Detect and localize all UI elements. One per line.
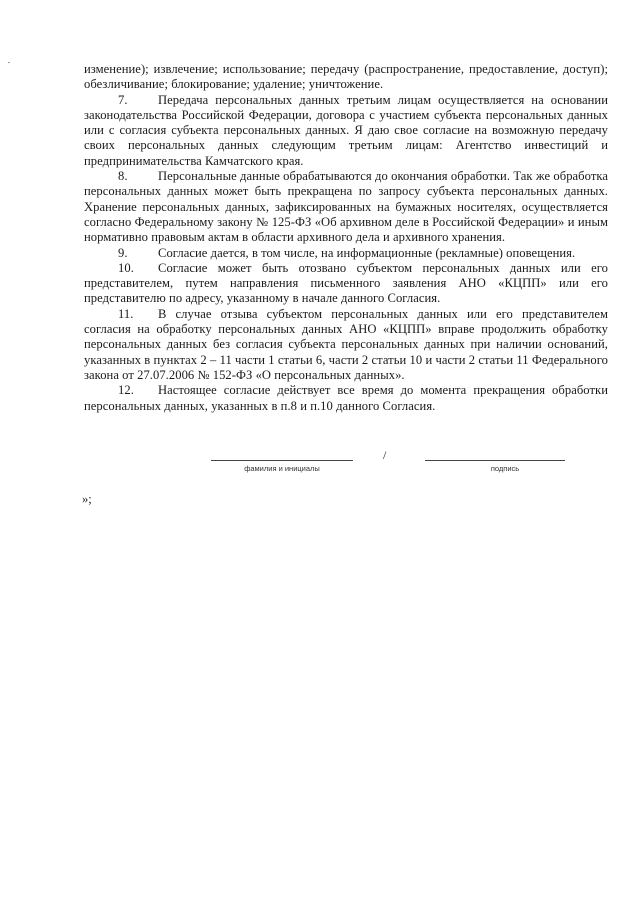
name-line (211, 460, 353, 461)
paragraph-text: изменение); извлечение; использование; передачу (распространение, предоставление, доступ); обезличивание; блокирование; удаление; уничтожение. (84, 62, 608, 92)
paragraph-number: 12. (118, 383, 134, 398)
paragraph-10 (84, 261, 608, 307)
paragraph-text: Передача персональных данных третьим лицам осуществляется на основании законодательства Российской Федерации, договора с участием субъекта персональных данных или с согласия субъекта персональных данных. Я даю свое согласие на возможную передачу своих персональных данных следующим третьим лицам: Агентство инвестиций и предпринимательства Камчатского края. (84, 92, 608, 168)
paragraph-7 (84, 93, 608, 169)
name-caption: фамилия и инициалы (244, 464, 320, 473)
paragraph-text: Согласие может быть отозвано субъектом персональных данных или его представителем, путем направления письменного заявления АНО «КЦПП» или его представителю по адресу, указанному в начале данного Согласия. (84, 260, 608, 306)
signature-separator: / (383, 448, 387, 462)
paragraph-continued (84, 62, 608, 93)
paragraph-8 (84, 169, 608, 245)
signature-row (0, 448, 640, 484)
consent-text (84, 62, 608, 414)
paragraph-number: 11. (118, 306, 134, 321)
closing-mark: »; (82, 492, 92, 506)
paragraph-9 (84, 246, 608, 261)
paragraph-number: 7. (118, 92, 128, 107)
paragraph-number: 8. (118, 169, 128, 184)
paragraph-text: Согласие дается, в том числе, на информационные (рекламные) оповещения. (158, 245, 576, 260)
paragraph-number: 10. (118, 260, 134, 275)
scan-artifact (8, 62, 10, 63)
paragraph-11 (84, 307, 608, 383)
signature-caption: подпись (490, 464, 520, 473)
paragraph-number: 9. (118, 245, 128, 260)
paragraph-12 (84, 383, 608, 414)
paragraph-text: Персональные данные обрабатываются до окончания обработки. Так же обработка персональных данных может быть прекращена по запросу субъекта персональных данных. Хранение персональных данных, зафиксированных на бумажных носителях, осуществляется согласно Федеральному закону № 125-ФЗ «Об архивном деле в Российской Федерации» и иным нормативно правовым актам в области архивного дела и архивного хранения. (84, 169, 608, 245)
paragraph-text: В случае отзыва субъектом персональных данных или его представителем согласия на обработку персональных данных АНО «КЦПП» вправе продолжить обработку персональных данных без согласия субъекта персональных данных при наличии оснований, указанных в пунктах 2 – 11 части 1 статьи 6, части 2 статьи 10 и части 2 статьи 11 Федерального закона от 27.07.2006 № 152-ФЗ «О персональных данных». (84, 306, 608, 382)
signature-line (425, 460, 565, 461)
paragraph-text: Настоящее согласие действует все время до момента прекращения обработки персональных данных, указанных в п.8 и п.10 данного Согласия. (84, 383, 608, 413)
